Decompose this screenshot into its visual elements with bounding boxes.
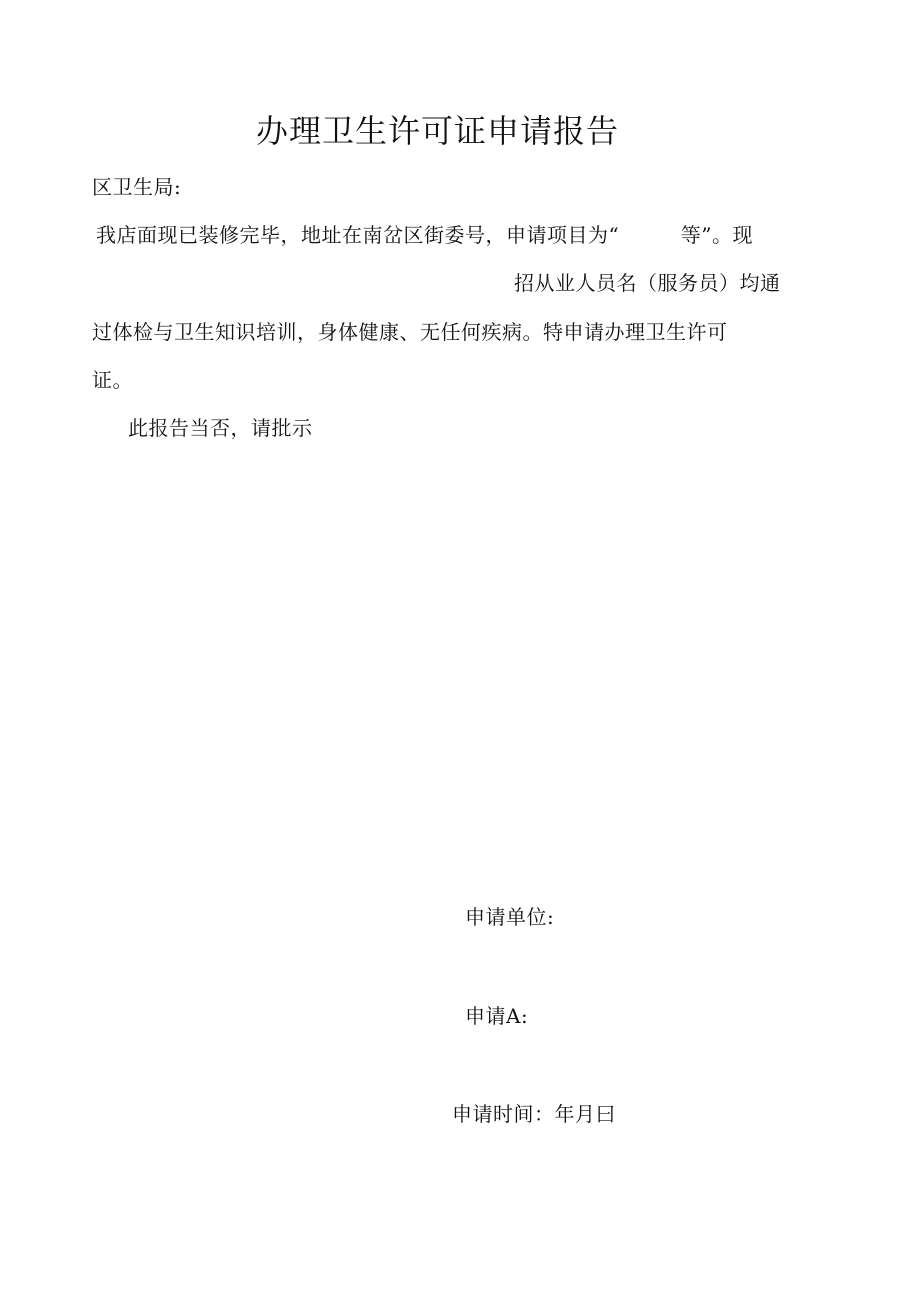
document-title: 办理卫生许可证申请报告 <box>256 112 620 150</box>
salutation: 区卫生局: <box>92 175 182 199</box>
body-line-2: 招从业人员名（服务员）均通 <box>514 271 781 295</box>
application-date-label: 申请时间：年月曰 <box>452 1102 616 1126</box>
applicant-unit-label: 申请单位: <box>465 905 555 929</box>
body-line-3: 过体检与卫生知识培训，身体健康、无任何疾病。特申请办理卫生许可 <box>92 320 728 344</box>
applicant-label: 申请A: <box>465 1004 529 1028</box>
closing-line: 此报告当否，请批示 <box>128 416 313 440</box>
body-line-4: 证。 <box>92 368 133 392</box>
body-line-1: 我店面现已装修完毕，地址在南岔区街委号，申请项目为“ 等”。现 <box>96 223 753 247</box>
